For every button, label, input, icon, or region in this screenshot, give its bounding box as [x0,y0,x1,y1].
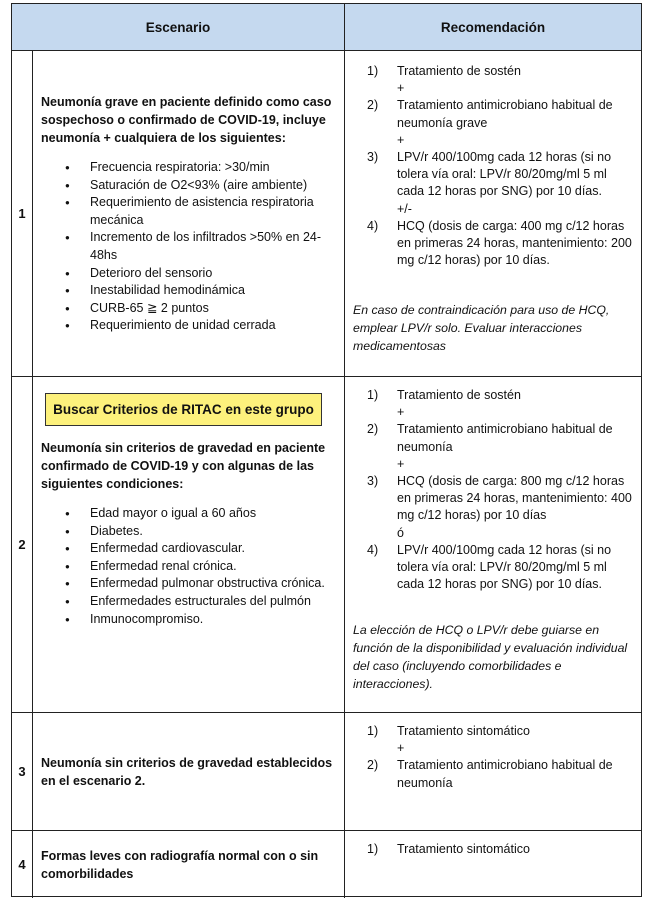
scenario-title: Neumonía grave en paciente definido como caso sospechoso o confirmado de COVID-19, incluye neumonía + cualquiera de los siguientes: [41,95,332,145]
connector: +/- [397,201,412,216]
row-number: 4 [12,831,33,898]
scenario-cell [33,831,345,898]
recommendation-note: En caso de contraindicación para uso de HCQ, emplear LPV/r solo. Evaluar interacciones medicamentosas [353,303,610,353]
recommendation-cell [345,713,641,830]
recommendation-list [345,63,637,269]
row-number: 3 [12,713,33,830]
list-item: ● Frecuencia respiratoria: >30/min [41,159,338,177]
scenario-cell [33,713,345,830]
connector: + [397,405,405,420]
list-item: ● Enfermedad renal crónica. [41,558,338,576]
list-item: ● Incremento de los infiltrados >50% en 24-48hs [41,229,338,264]
table-row [12,713,641,831]
list-item: 2) Tratamiento antimicrobiano habitual de neumonía [367,758,613,790]
recommendation-list [345,387,637,593]
recommendation-list [345,723,637,792]
table-row [12,51,641,377]
recommendation-note: La elección de HCQ o LPV/r debe guiarse en función de la disponibilidad y evaluación individual del caso (incluyendo comorbilidades e interacciones). [353,623,628,691]
list-item: ● Requerimiento de unidad cerrada [41,317,338,335]
list-item: 3) HCQ (dosis de carga: 800 mg c/12 horas en primeras 24 horas, mantenimiento: 400 mg c/12 horas) por 10 días [367,474,632,523]
list-item: ● Edad mayor o igual a 60 años [41,505,338,523]
list-item: 1) Tratamiento de sostén [367,388,521,402]
list-item: ● Deterioro del sensorio [41,265,338,283]
scenario-title: Formas leves con radiografía normal con o sin comorbilidades [41,848,319,881]
table-header-row [12,4,641,51]
recommendation-cell [345,377,641,712]
list-item: 2) Tratamiento antimicrobiano habitual de neumonía [367,422,613,454]
table-row [12,377,641,713]
list-item: 4) HCQ (dosis de carga: 400 mg c/12 horas en primeras 24 horas, mantenimiento: 200 mg c/12 horas) por 10 días. [367,218,632,268]
row-number: 1 [12,51,33,376]
recommendation-list [345,841,637,858]
scenario-cell [33,51,345,376]
scenario-title: Neumonía sin criterios de gravedad en paciente confirmado de COVID-19 y con algunas de las siguientes condiciones: [41,441,326,491]
connector: + [397,81,405,96]
recommendation-cell [345,51,641,376]
recommendation-table [11,3,642,897]
list-item: ● Inestabilidad hemodinámica [41,282,338,300]
list-item: ● Requerimiento de asistencia respiratoria mecánica [41,194,338,229]
list-item: 1) Tratamiento sintomático [367,842,530,856]
connector: + [397,132,405,147]
list-item: ● CURB-65 ≧ 2 puntos [41,300,338,318]
header-recommendation: Recomendación [440,19,546,35]
list-item: 4) LPV/r 400/100mg cada 12 horas (si no tolera vía oral: LPV/r 80/20mg/ml 5 ml cada 12 horas por SNG) por 10 días. [367,542,612,592]
criteria-list [41,159,338,335]
list-item: 2) Tratamiento antimicrobiano habitual de neumonía grave [367,98,613,130]
list-item: ● Enfermedades estructurales del pulmón [41,593,338,611]
list-item: 3) LPV/r 400/100mg cada 12 horas (si no tolera vía oral: LPV/r 80/20mg/ml 5 ml cada 12 horas por SNG) por 10 días. [367,150,612,199]
connector: ó [397,525,404,540]
criteria-list [41,505,338,628]
list-item: ● Saturación de O2<93% (aire ambiente) [41,177,338,195]
scenario-title: Neumonía sin criterios de gravedad establecidos en el escenario 2. [41,755,333,788]
table-row [12,831,641,898]
scenario-cell [33,377,345,712]
row-number: 2 [12,377,33,712]
list-item: ● Enfermedad pulmonar obstructiva crónica. [41,575,338,593]
list-item: ● Enfermedad cardiovascular. [41,540,338,558]
recommendation-cell [345,831,641,898]
connector: + [397,456,405,471]
ritac-callout: Buscar Criterios de RITAC en este grupo [45,393,322,426]
list-item: ● Diabetes. [41,523,338,541]
header-scenario: Escenario [12,4,345,50]
list-item: ● Inmunocompromiso. [41,611,338,629]
connector: + [397,741,405,756]
list-item: 1) Tratamiento de sostén [367,64,521,78]
list-item: 1) Tratamiento sintomático [367,724,530,738]
